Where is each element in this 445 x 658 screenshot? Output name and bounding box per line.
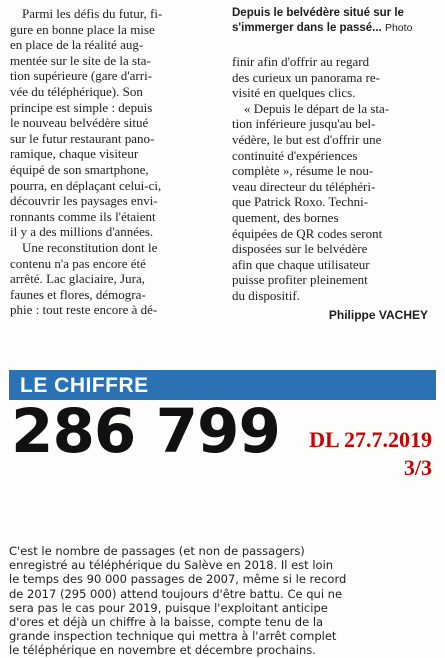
article-right-column (232, 6, 438, 323)
key-figure: 286 799 (11, 396, 280, 467)
article-paragraph: Une reconstitution dont le contenu n'a pas encore été arrêté. Lac glaciaire, Jura, faunes et flores, démogra- phie : tout reste encore à dé- (10, 239, 158, 318)
article-paragraph: « Depuis le départ de la sta- tion inférieure jusqu'au bel- védère, le but est d'offrir une continuité d'expériences complète », résume le nou- veau directeur du téléphéri- que Patrick Roxo. Techni- quement, des bornes équipées de QR codes seront disposées sur le belvédère afin que chaque utilisateur puisse profiter pleinement du dispositif. (232, 100, 390, 303)
chiffre-heading: LE CHIFFRE (20, 374, 149, 397)
source-stamp (309, 426, 432, 482)
chiffre-description: C'est le nombre de passages (et non de passagers) enregistré au téléphérique du Salève en 2018. Il est loin le temps des 90 000 passages de 2007, même si le record de 2017 (295 000) attend toujours d'être battu. Ce qui ne sera pas le cas pour 2019, puisque l'exploitant anticipe d'ores et déjà un chiffre à la baisse, compte tenu de la grande inspection technique qui mettra à l'arrêt complet le téléphérique en novembre et décembre prochains. (9, 544, 347, 658)
article-paragraph: finir afin d'offrir au regard des curieux un panorama re- visité en quelques clics. (232, 54, 380, 101)
article-left-column (10, 6, 210, 318)
photo-caption (232, 6, 438, 36)
stamp-date: DL 27.7.2019 (309, 427, 432, 452)
stamp-page: 3/3 (403, 455, 432, 480)
author-signature: Philippe VACHEY (328, 307, 428, 322)
photo-caption-text: Depuis le belvédère situé sur le s'immerger dans le passé... (232, 7, 404, 34)
photo-credit: Photo (384, 22, 413, 34)
article-paragraph: Parmi les défis du futur, fi- gure en bonne place la mise en place de la réalité aug- mentée sur le site de la sta- tion supérieure (gare d'arri- vée du téléphérique). Son principe est simple : depuis le nouveau belvédère situé sur le futur restaurant pano- ramique, chaque visiteur équipé de son smartphone, pourra, en déplaçant celui-ci, découvrir les paysages envi- ronnants comme ils l'étaient il y a des millions d'années. (10, 6, 163, 240)
